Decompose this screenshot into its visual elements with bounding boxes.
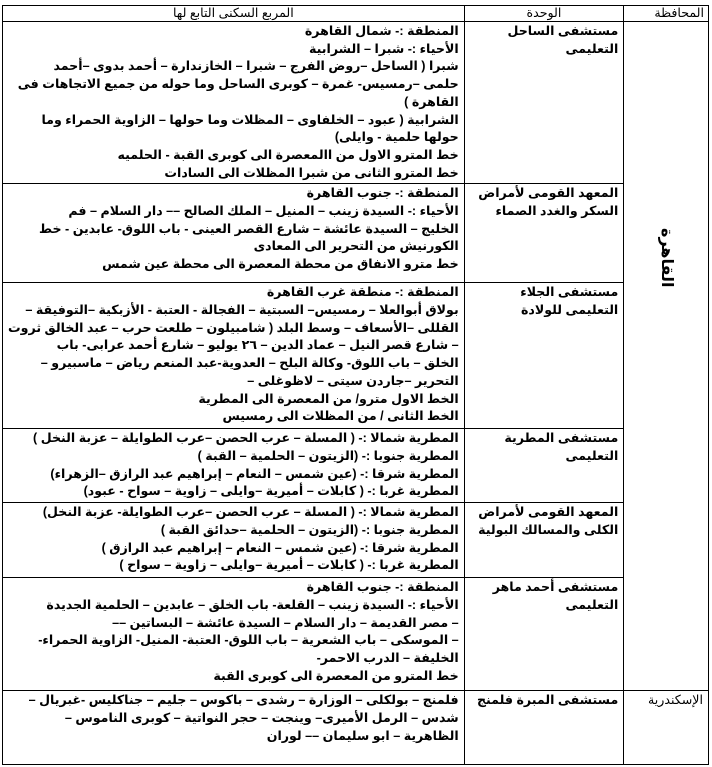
area-line: الظاهرية – ابو سليمان –– لوران [266, 728, 459, 743]
area-line: المنطقة :- منطقة غرب القاهرة [266, 285, 459, 300]
unit-name: مستشفى الجلاء التعليمى للولادة [464, 283, 624, 429]
area-cell [3, 22, 465, 184]
area-line: شدس – الرمل الأميرى– وينجت – حجر النواتية – كوبرى الناموس – [64, 710, 459, 725]
table-row [3, 22, 709, 184]
area-line: الأحياء :- شبرا – الشرابية [309, 41, 459, 56]
governorate-name: الإسكندرية [648, 693, 703, 708]
area-line: – شارع قصر النيل – عماد الدين – ٢٦ يوليو – شارع أحمد عرابى- باب [56, 338, 459, 353]
area-line: حلمى –رمسيس- غمرة – كوبرى الساحل وما حوله من جميع الاتجاهات فى [17, 77, 459, 92]
area-cell [3, 429, 465, 503]
area-line: الخليفة – الدرب الاحمر- [316, 650, 459, 665]
area-line: المطرية جنوبا :- (الزيتون – الحلمية –حدائق القبة ) [160, 522, 459, 537]
table-row [3, 429, 709, 503]
area-line: المطرية شمالا :- ( المسلة – عرب الحصن –عرب الطوايلة- عزبة النخل) [42, 505, 459, 520]
area-line: خط المترو من المعصرة الى كوبرى القبة [213, 668, 459, 683]
hospital-coverage-table [2, 5, 709, 765]
area-line: الأحياء :- السيدة زينب – المنيل – الملك الصالح –– دار السلام – فم [68, 204, 459, 219]
area-cell [3, 691, 465, 765]
area-line: فلمنج – بولكلى – الوزارة – رشدى – باكوس – جليم – جناكليس -غبريال – [28, 693, 459, 708]
area-line: خط مترو الانفاق من محطة المعصرة الى محطة عين شمس [102, 257, 459, 272]
area-line: التحرير –جاردن سيتى – لاظوغلى – [247, 373, 459, 388]
header-row [3, 6, 709, 22]
governorate-cell [624, 691, 709, 765]
area-line: الشرابية ( عبود – الخلفاوى – المظلات وما حولها – الزاوية الحمراء وما [41, 112, 459, 127]
table-row [3, 691, 709, 765]
unit-name: المعهد القومى لأمراض السكر والغدد الصماء [464, 184, 624, 283]
unit-name: مستشفى أحمد ماهر التعليمى [464, 578, 624, 691]
governorate-name: القاهرة [657, 228, 675, 288]
area-line: القللى –الأسعاف – وسط البلد ( شامبيلون – طلعت حرب – عبد الخالق ثروت [8, 320, 459, 335]
area-line: المطرية غربا :- ( كابلات – أميرية –وايلى – زاوية – سواح - عبود) [83, 484, 459, 499]
table-row [3, 578, 709, 691]
table-row [3, 503, 709, 578]
unit-name: مستشفى المطرية التعليمى [464, 429, 624, 503]
area-line: الخط الثانى / من المظلات الى رمسيس [222, 409, 459, 424]
header-governorate: المحافظة [624, 6, 709, 22]
area-line: خط المترو الاول من االمعصرة الى كوبرى القبة - الحلميه [117, 147, 459, 162]
unit-name: المعهد القومى لأمراض الكلى والمسالك البولية [464, 503, 624, 578]
area-line: حولها حلمية - وايلى) [334, 130, 459, 145]
header-unit: الوحدة [464, 6, 624, 22]
area-line: المطرية جنوبا :- (الزيتون – الحلمية – القبة ) [197, 449, 459, 464]
area-cell [3, 578, 465, 691]
unit-name: مستشفى الساحل التعليمى [464, 22, 624, 184]
table-row [3, 184, 709, 283]
table-row [3, 283, 709, 429]
governorate-cell [624, 22, 709, 691]
area-line: الخلق – باب اللوق- وكالة البلح – العدوية-عبد المنعم رياض – ماسبيرو – [40, 356, 459, 371]
area-line: القاهرة ) [404, 94, 459, 109]
area-line: المطرية شمالا :- ( المسلة – عرب الحصن –عرب الطوايلة – عزبة النخل ) [33, 431, 459, 446]
area-line: المطرية شرقا :- (عين شمس – النعام – إبراهيم عبد الرازق ) [101, 540, 459, 555]
unit-name: مستشفى المبرة فلمنج [464, 691, 624, 765]
area-line: المنطقة :- جنوب القاهرة [306, 580, 459, 595]
area-line: المنطقة :- شمال القاهرة [304, 24, 459, 38]
area-line: الأحياء :- السيدة زينب – القلعة- باب الخلق – عابدين – الحلمية الجديدة [46, 597, 459, 612]
header-area: المربع السكنى التابع لها [3, 6, 465, 22]
area-line: الخليج – السيدة عائشة – شارع القصر العينى - باب اللوق- عابدين - خط [38, 221, 459, 236]
area-line: شبرا ( الساحل –روض الفرج – شبرا – الخازندارة – أحمد بدوى –أحمد [53, 59, 459, 74]
area-line: المطرية غربا :- ( كابلات – أميرية –وايلى – زاوية – سواح ) [119, 558, 459, 573]
area-cell [3, 503, 465, 578]
area-line: المطرية شرقا :- (عين شمس – النعام – إبراهيم عبد الرازق –الزهراء) [50, 466, 459, 481]
area-line: المنطقة :- جنوب القاهرة [306, 186, 459, 201]
area-line: بولاق أبوالعلا – رمسيس– السبتية – الفجالة - العتبة - الأزبكية –التوفيقة – [25, 303, 459, 318]
area-line: الكورنيش من التحرير الى المعادى [253, 239, 459, 254]
area-line: الخط الاول مترو/ من المعصرة الى المطرية [198, 391, 459, 406]
area-cell [3, 184, 465, 283]
area-line: – مصر القديمة – دار السلام – السيدة عائشة – البساتين –– [112, 615, 459, 630]
area-line: خط المترو الثانى من شبرا المظلات الى السادات [164, 165, 459, 180]
area-cell [3, 283, 465, 429]
area-line: – الموسكى – باب الشعرية – باب اللوق- العتبة- المنيل- الزاوية الحمراء- [38, 633, 459, 648]
